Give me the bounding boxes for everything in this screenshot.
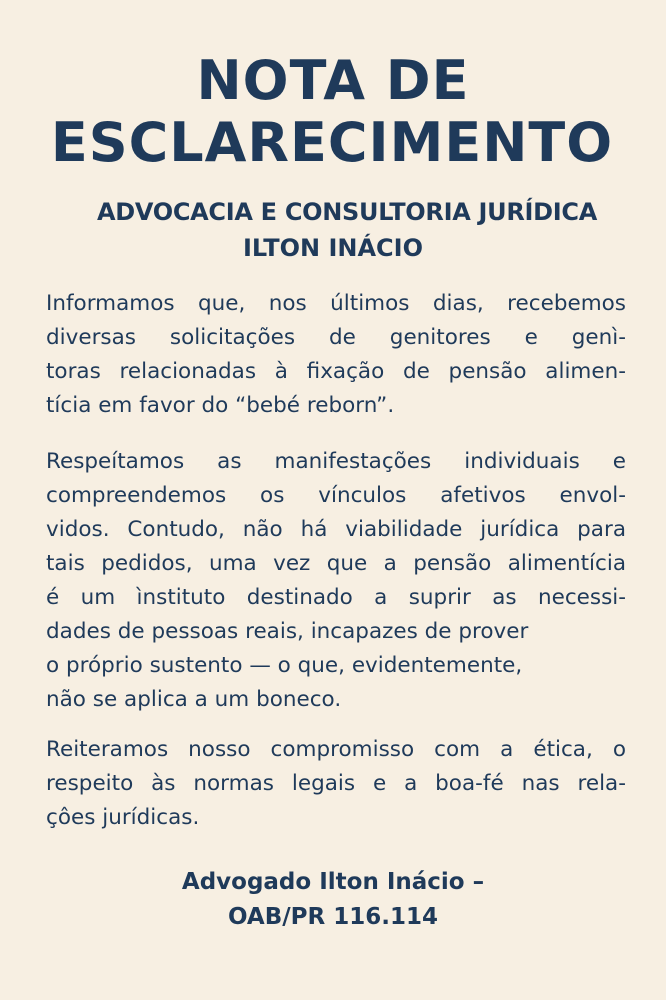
firm-name-line-1: ADVOCACIA E CONSULTORIA JURÍDICA bbox=[96, 198, 598, 226]
paragraph-line: Informamos que, nos últimos dias, recebemos bbox=[46, 291, 626, 316]
paragraph-3 bbox=[46, 733, 626, 835]
signature-oab-number: OAB/PR 116.114 bbox=[228, 904, 438, 930]
paragraph-line: toras relacionadas à fixação de pensão alimen- bbox=[46, 359, 626, 384]
paragraph-1 bbox=[46, 287, 626, 423]
paragraph-line: compreendemos os vínculos afetivos envol- bbox=[46, 483, 626, 508]
paragraph-line: çôes jurídicas. bbox=[46, 805, 200, 830]
paragraph-line: Respeítamos as manifestações individuais e bbox=[46, 449, 626, 474]
paragraph-2 bbox=[46, 445, 626, 717]
paragraph-line: o próprio sustento — o que, evidentemente, bbox=[46, 653, 523, 678]
signature-name: Advogado Ilton Inácio – bbox=[181, 869, 485, 895]
paragraph-line: dades de pessoas reais, incapazes de prover bbox=[46, 619, 529, 644]
paragraph-line: respeito às normas legais e a boa-fé nas rela- bbox=[46, 771, 626, 796]
paragraph-line: Reiteramos nosso compromisso com a ética, o bbox=[46, 737, 626, 762]
paragraph-line: vidos. Contudo, não há viabilidade jurídica para bbox=[46, 517, 626, 542]
title-line-1: NOTA DE bbox=[196, 49, 470, 112]
paragraph-line: tais pedidos, uma vez que a pensão alimentícia bbox=[46, 551, 626, 576]
firm-name-line-2: ILTON INÁCIO bbox=[243, 234, 423, 262]
paragraph-line: tícia em favor do “bebé reborn”. bbox=[46, 393, 395, 418]
paragraph-line: diversas solicitações de genitores e genì- bbox=[46, 325, 626, 350]
paragraph-line: é um ìnstituto destinado a suprir as necessi- bbox=[46, 585, 626, 610]
title-line-2: ESCLARECIMENTO bbox=[50, 111, 614, 174]
paragraph-line: não se aplica a um boneco. bbox=[46, 687, 342, 712]
